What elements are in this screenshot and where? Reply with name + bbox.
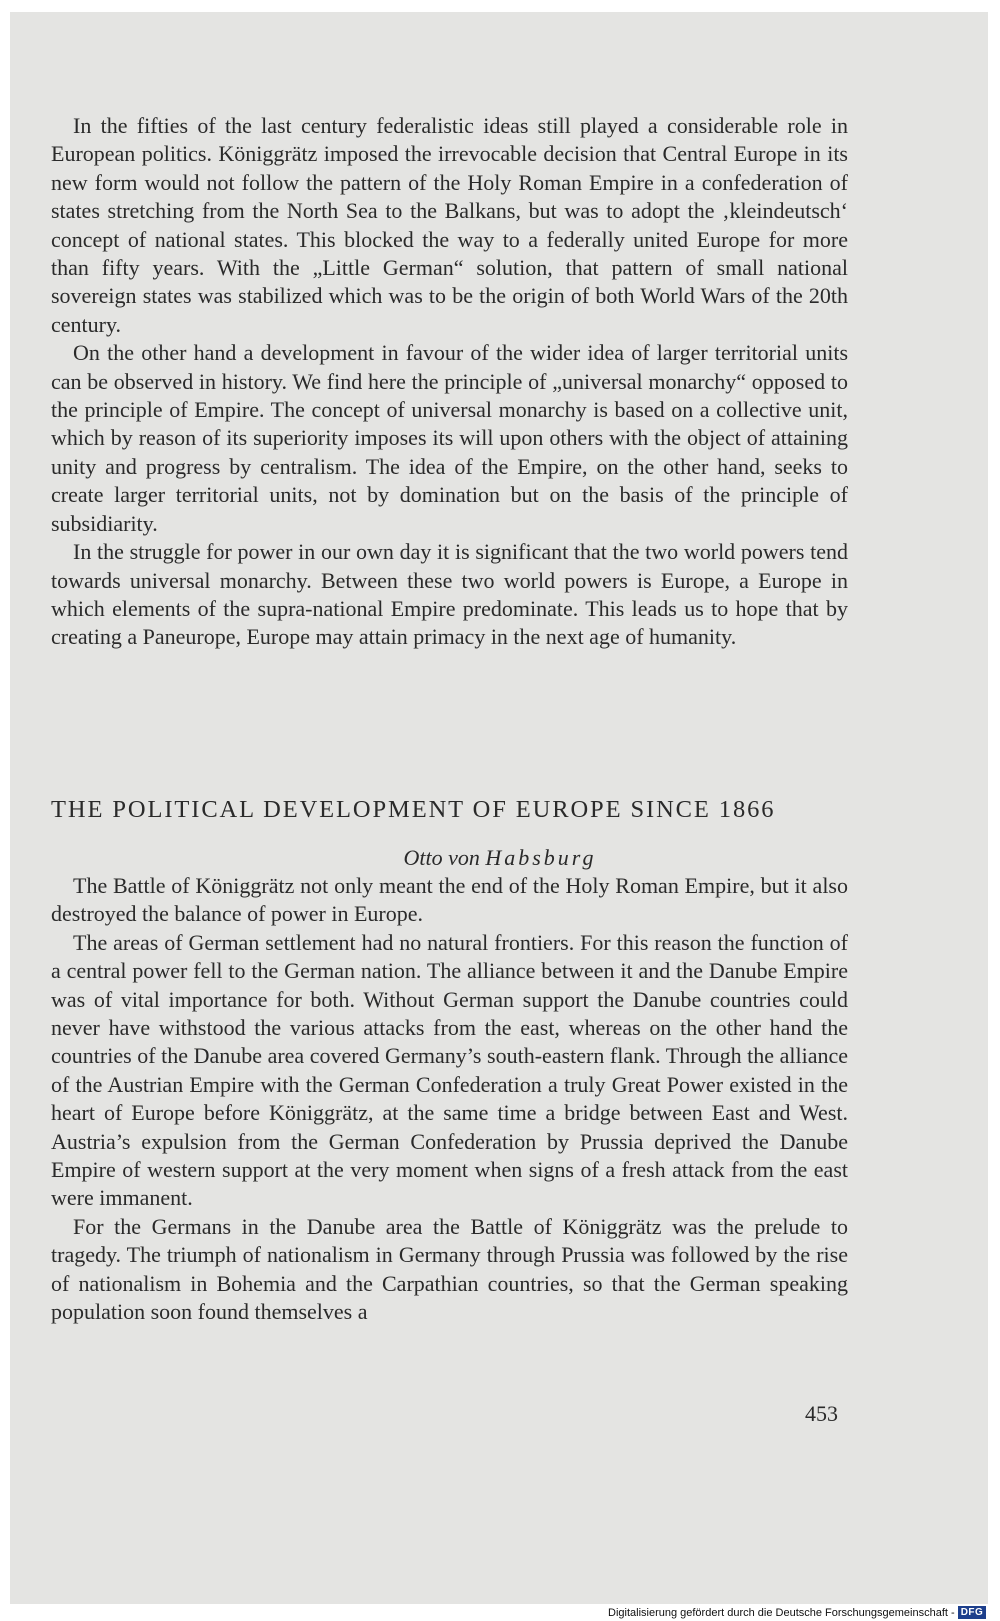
paragraph: On the other hand a development in favour of the wider idea of larger territorial units can be observed in history. We find here the principle of „universal monarchy“ opposed to the principle of Empire. The concept of universal monarchy is based on a collective unit, which by reason of its superiority imposes its will upon others with the object of attaining unity and progress by centralism. The idea of the Empire, on the other hand, seeks to create larger territorial units, not by domination but on the basis of the principle of subsidiarity. <box>51 340 848 536</box>
author-surname: Habsburg <box>485 845 597 870</box>
paragraph: In the struggle for power in our own day it is significant that the two world powers tend towards universal monarchy. Between these two world powers is Europe, a Europe in which elements of the supra-national Empire predominate. This leads us to hope that by creating a Paneurope, Europe may attain primacy in the next age of humanity. <box>51 539 848 650</box>
article-title: THE POLITICAL DEVELOPMENT OF EUROPE SINCE 1866 <box>51 796 776 823</box>
paragraph: For the Germans in the Danube area the Battle of Königgrätz was the prelude to tragedy. The triumph of nationalism in Germany through Prussia was followed by the rise of nationalism in Bohemia and the Carpathian countries, so that the German speaking population soon found themselves a <box>51 1213 848 1325</box>
text-block-bottom <box>51 872 848 1327</box>
dfg-logo: DFG <box>958 1606 987 1619</box>
paragraph: In the fifties of the last century federalistic ideas still played a considerable role in European politics. Königgrätz imposed the irrevocable decision that Central Europe in its new form would not follow the pattern of the Holy Roman Empire in a confederation of states stretching from the North Sea to the Balkans, but was to adopt the ‚kleindeutsch‘ concept of national states. This blocked the way to a federally united Europe for more than fifty years. With the „Little German“ solution, that pattern of small national sovereign states was stabilized which was to be the origin of both World Wars of the 20th century. <box>51 113 848 337</box>
paragraph: The Battle of Königgrätz not only meant the end of the Holy Roman Empire, but it also destroyed the balance of power in Europe. <box>51 873 848 927</box>
author-prefix: Otto von <box>403 845 480 870</box>
page-number: 453 <box>805 1401 838 1426</box>
author-byline <box>0 845 1000 871</box>
paragraph: The areas of German settlement had no natural frontiers. For this reason the function of a central power fell to the German nation. The alliance between it and the Danube Empire was of vital importance for both. Without German support the Danube countries could never have withstood the various attacks from the east, whereas on the other hand the countries of the Danube area covered Germany’s south-eastern flank. Through the alliance of the Austrian Empire with the German Confederation a truly Great Power existed in the heart of Europe before Königgrätz, at the same time a bridge between East and West. Austria’s expulsion from the German Confederation by Prussia deprived the Danube Empire of western support at the very moment when signs of a fresh attack from the east were immanent. <box>51 929 848 1211</box>
text-block-top <box>51 112 848 652</box>
digitization-footer <box>608 1604 1000 1621</box>
footer-text: Digitalisierung gefördert durch die Deutsche Forschungsgemeinschaft - <box>608 1606 955 1619</box>
